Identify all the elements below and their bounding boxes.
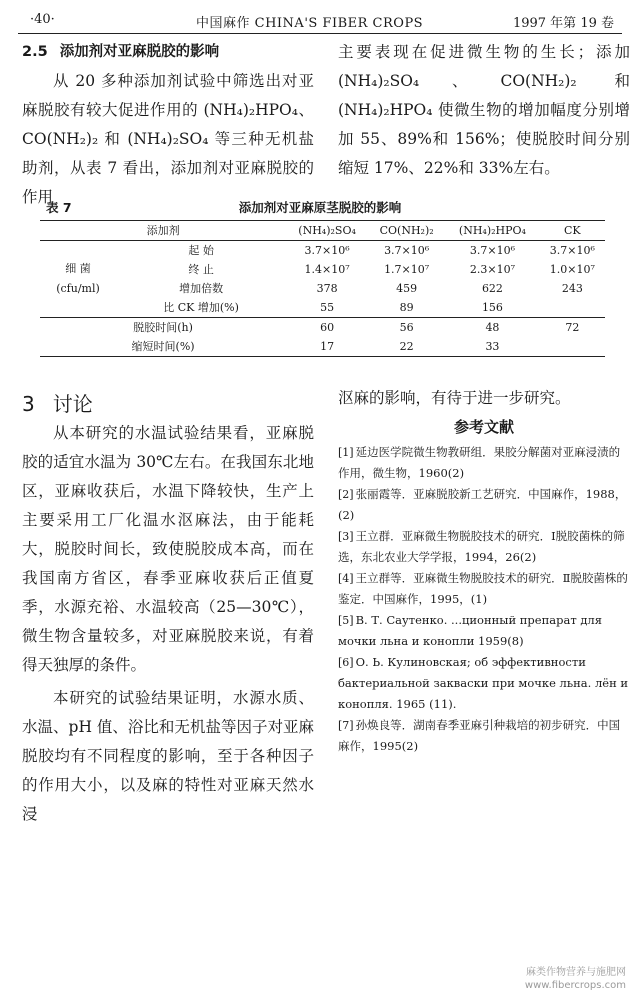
table-cell: 72 — [540, 318, 605, 338]
section-2-5-text-left: 从 20 多种添加剂试验中筛选出对亚麻脱胶有较大促进作用的 (NH₄)₂HPO₄、CO(NH₂)₂ 和 (NH₄)₂SO₄ 等三种无机盐助剂，从表 7 看出，添加剂对亚麻脱胶的作用 — [22, 72, 314, 206]
table-row — [40, 279, 605, 298]
discussion-paragraph-2: 本研究的试验结果证明，水源水质、水温、pH 值、浴比和无机盐等因子对亚麻脱胶均有不同程度的影响，至于各种因子的作用大小，以及麻的特性对亚麻天然水浸 — [22, 689, 314, 823]
left-column-top — [22, 38, 314, 212]
table-cell: 3.7×10⁶ — [549, 244, 595, 257]
right-column-top — [338, 38, 630, 183]
table-cell: 622 — [481, 282, 503, 295]
table-cell: 2.3×10⁷ — [469, 263, 515, 276]
table-row — [40, 318, 605, 338]
table-cell: 3.7×10⁶ — [304, 244, 350, 257]
group-label: 细 菌 (cfu/ml) — [56, 262, 100, 295]
table-cell: 55 — [320, 301, 335, 314]
table-cell: 459 — [396, 282, 418, 295]
table-cell: 17 — [286, 337, 368, 357]
section-heading-3: 3 讨论 — [22, 392, 93, 416]
table-cell: 1.0×10⁷ — [549, 263, 595, 276]
table-row — [40, 337, 605, 357]
table-header-cell: CO(NH₂)₂ — [368, 221, 445, 241]
discussion-continuation: 沤麻的影响，有待于进一步研究。 — [338, 389, 571, 407]
table-7 — [40, 220, 605, 357]
table-label: 表 7 — [46, 200, 72, 215]
volume-info: 1997 年第 19 卷 — [512, 16, 614, 31]
table-cell — [540, 298, 605, 318]
table-cell: 89 — [399, 301, 414, 314]
references-title: 参考文献 — [453, 418, 514, 436]
table-cell: 156 — [481, 301, 503, 314]
row-label: 比 CK 增加(%) — [163, 301, 239, 314]
table-cell: 22 — [368, 337, 445, 357]
table-cell: 3.7×10⁶ — [384, 244, 430, 257]
table-cell — [540, 337, 605, 357]
reference-item: [6] О. Ь. Кулиновская; об эффективности бактериальной закваски при мочке льна. лён и конопля. 1965 (11). — [338, 655, 629, 711]
reference-item: [5] В. Т. Саутенко. ...ционный препарат для мочки льна и конопли 1959(8) — [338, 613, 602, 648]
table-row — [40, 260, 605, 279]
table-header-cell: (NH₄)₂SO₄ — [286, 221, 368, 241]
table-cell: 56 — [368, 318, 445, 338]
journal-name: 中国麻作 CHINA'S FIBER CROPS — [196, 16, 424, 31]
references-list — [338, 442, 630, 757]
table-title: 添加剂对亚麻原茎脱胶的影响 — [238, 200, 402, 215]
row-label: 起 始 — [188, 244, 214, 257]
section-heading-2-5: 2.5 添加剂对亚麻脱胶的影响 — [22, 44, 220, 60]
header-rule — [18, 33, 622, 34]
reference-item: [7] 孙焕良等．湖南春季亚麻引种栽培的初步研究．中国麻作，1995(2) — [338, 718, 621, 753]
table-row — [40, 298, 605, 318]
table-cell: 1.4×10⁷ — [304, 263, 350, 276]
row-label: 终 止 — [188, 263, 214, 276]
reference-item: [4] 王立群等．亚麻微生物脱胶技术的研究．Ⅱ脱胶菌株的鉴定．中国麻作，1995，(1) — [338, 571, 628, 606]
watermark: 麻类作物营养与施肥网 www.fibercrops.com — [524, 967, 626, 991]
table-cell: 243 — [561, 282, 583, 295]
reference-item: [3] 王立群．亚麻微生物脱胶技术的研究．Ⅰ脱胶菌株的筛选，东北农业大学学报，1994，26(2) — [338, 529, 625, 564]
table-cell: 378 — [316, 282, 338, 295]
table-cell: 48 — [445, 318, 539, 338]
row-label: 缩短时间(%) — [40, 337, 286, 357]
table-row — [40, 241, 605, 261]
page-number: ·40· — [30, 12, 55, 27]
table-cell: 33 — [445, 337, 539, 357]
reference-item: [2] 张丽霞等．亚麻脱胶新工艺研究．中国麻作，1988，(2) — [338, 487, 627, 522]
right-column-bottom — [338, 384, 630, 757]
left-column-bottom — [22, 390, 314, 829]
table-header-cell: CK — [540, 221, 605, 241]
table-header-cell: (NH₄)₂HPO₄ — [445, 221, 539, 241]
table-header-row — [40, 221, 605, 241]
table-header-cell: 添加剂 — [40, 221, 286, 241]
section-2-5-text-right: 主要表现在促进微生物的生长；添加 (NH₄)₂SO₄、CO(NH₂)₂ 和 (NH₄)₂HPO₄ 使微生物的增加幅度分别增加 55、89%和 156%；使脱胶时间分别缩短 17%、22%和 33%左右。 — [338, 43, 630, 177]
running-header — [18, 10, 622, 32]
discussion-paragraph-1: 从本研究的水温试验结果看，亚麻脱胶的适宜水温为 30℃左右。在我国东北地区，亚麻收获后，水温下降较快，生产上主要采用工厂化温水沤麻法，由于能耗大，脱胶时间长，致使脱胶成本高，而在我国南方省区，春季亚麻收获后正值夏季，水源充裕、水温较高（25—30℃），微生物含量较多，对亚麻脱胶来说，有着得天独厚的条件。 — [22, 424, 314, 674]
row-label: 脱胶时间(h) — [40, 318, 286, 338]
row-label: 增加倍数 — [179, 282, 224, 295]
reference-item: [1] 延边医学院微生物教研组．果胶分解菌对亚麻浸渍的作用，微生物，1960(2) — [338, 445, 621, 480]
table-cell: 3.7×10⁶ — [469, 244, 515, 257]
table-cell: 1.7×10⁷ — [384, 263, 430, 276]
table-cell: 60 — [286, 318, 368, 338]
